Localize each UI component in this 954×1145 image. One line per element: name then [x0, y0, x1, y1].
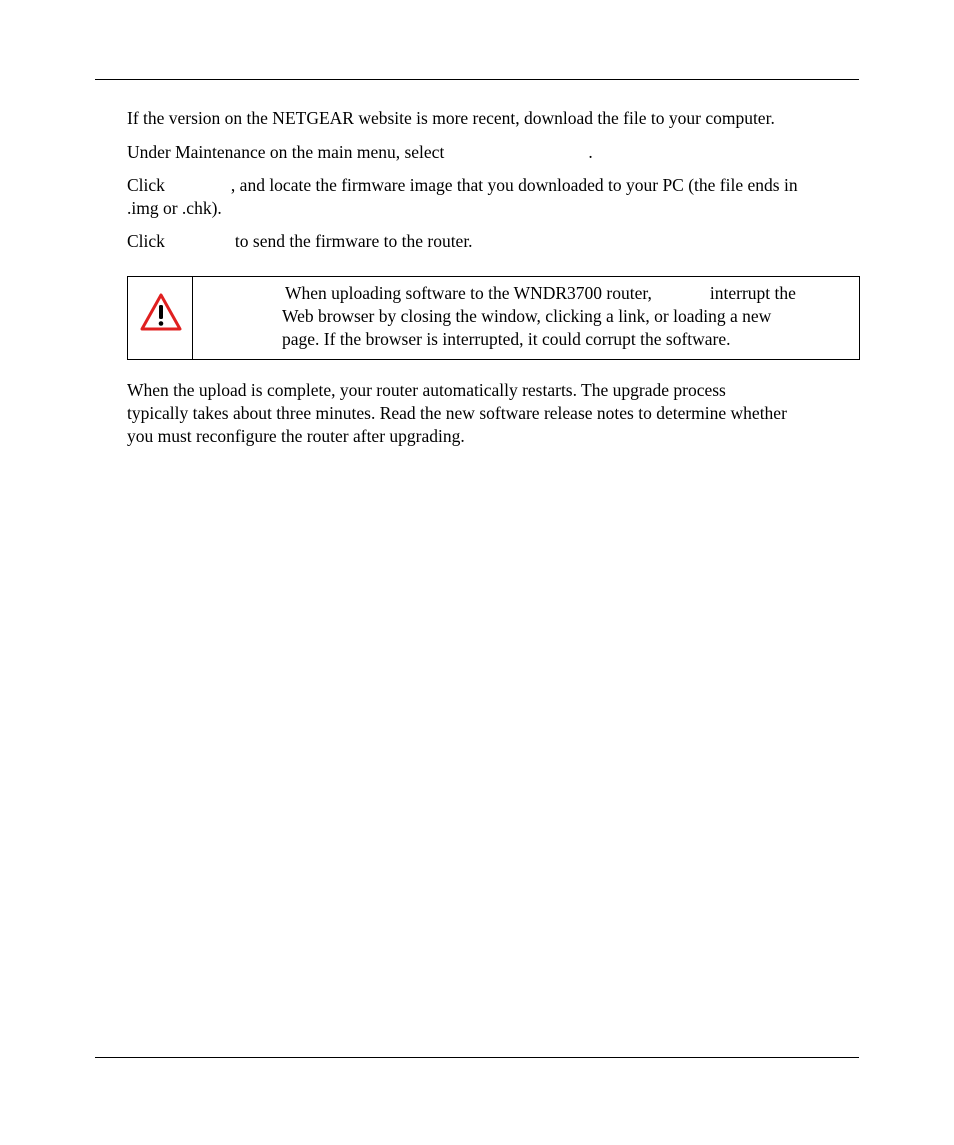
- step-select-menu: [127, 141, 862, 164]
- step-upload-firmware: [127, 230, 862, 253]
- warning-box: [127, 276, 860, 360]
- step-upload-text: to send the firmware to the router.: [234, 231, 473, 251]
- warning-icon-cell: [128, 277, 193, 359]
- closing-line-2: typically takes about three minutes. Read the new software release notes to determine whether: [127, 403, 787, 423]
- warning-message: [282, 282, 854, 351]
- step-browse-text: , and locate the firmware image that you downloaded to your PC (the file ends in: [230, 175, 798, 195]
- warning-line-1-end: interrupt the: [709, 283, 796, 303]
- step-upload-prefix: Click: [127, 231, 165, 251]
- step-select-suffix: .: [588, 142, 593, 162]
- header-rule: [95, 79, 859, 80]
- step-browse-image: [127, 174, 862, 220]
- warning-line-1-start: When uploading software to the WNDR3700 router,: [285, 283, 652, 303]
- step-download-text: If the version on the NETGEAR website is more recent, download the file to your computer.: [127, 108, 775, 128]
- warning-triangle-icon: [139, 292, 183, 332]
- closing-line-1: When the upload is complete, your router automatically restarts. The upgrade process: [127, 380, 726, 400]
- step-select-prefix: Under Maintenance on the main menu, select: [127, 142, 445, 162]
- step-browse-prefix: Click: [127, 175, 165, 195]
- step-download-firmware: [127, 107, 862, 130]
- warning-line-2: Web browser by closing the window, clicking a link, or loading a new: [282, 306, 772, 326]
- closing-paragraph: [127, 379, 862, 448]
- warning-line-1: [282, 282, 854, 305]
- footer-rule: [95, 1057, 859, 1058]
- step-browse-continuation: .img or .chk).: [127, 198, 222, 218]
- warning-line-3: page. If the browser is interrupted, it could corrupt the software.: [282, 329, 731, 349]
- closing-line-3: you must reconfigure the router after upgrading.: [127, 426, 465, 446]
